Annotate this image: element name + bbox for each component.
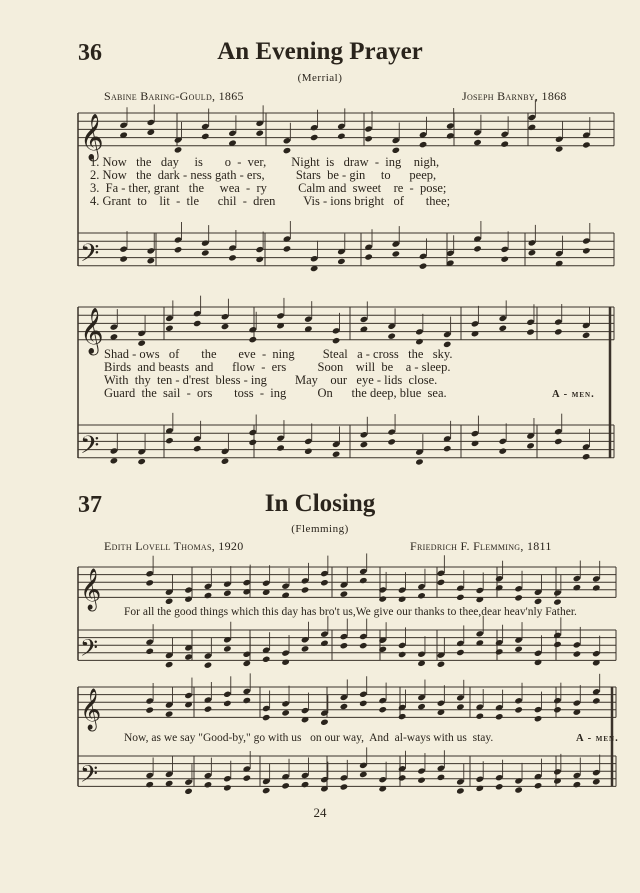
composer-credit: Friedrich F. Flemming, 1811: [410, 539, 552, 553]
amen-label: A - men.: [576, 733, 619, 744]
composer-credit: Joseph Barnby, 1868: [462, 89, 567, 103]
hymn-number: 36: [78, 40, 102, 66]
lyricist-credit: Edith Lovell Thomas, 1920: [104, 539, 244, 553]
tune-name: (Merrial): [297, 72, 343, 84]
hymn-title: In Closing: [264, 490, 376, 517]
svg-text:𝄢: 𝄢: [80, 431, 100, 466]
svg-text:𝄢: 𝄢: [80, 634, 99, 667]
lyric-line-1: For all the good things which this day has bro't us,We give our thanks to thee,dear heav'nly Father.: [124, 606, 577, 618]
svg-text:𝄞: 𝄞: [80, 114, 104, 160]
hymn-title: An Evening Prayer: [217, 38, 423, 65]
verse-2-line-1: 2. Now the dark - ness gath - ers, Stars be - gin to peep,: [90, 168, 437, 182]
verse-1-line-1: 1. Now the day is o - ver, Night is draw - ing nigh,: [90, 155, 440, 169]
svg-text:𝄢: 𝄢: [80, 239, 100, 274]
svg-text:𝄞: 𝄞: [80, 308, 104, 354]
tune-name: (Flemming): [291, 523, 349, 535]
verse-2-line-2: Birds and beasts and flow - ers Soon will be a - sleep.: [104, 360, 451, 374]
verse-3-line-2: With thy ten - d'rest bless - ing May our eye - lids close.: [104, 373, 438, 387]
hymn-number: 37: [78, 492, 102, 518]
verse-4-line-1: 4. Grant to lit - tle chil - dren Vis - ions bright of thee;: [90, 194, 451, 208]
verse-4-line-2: Guard the sail - ors toss - ing On the deep, blue sea.: [104, 386, 447, 400]
svg-text:𝄞: 𝄞: [80, 569, 102, 610]
verse-1-line-2: Shad - ows of the eve - ning Steal a - cross the sky.: [104, 347, 453, 361]
lyric-line-2: Now, as we say "Good-by," go with us on our way, And al-ways with us stay.: [124, 732, 494, 744]
page-number: 24: [313, 805, 327, 820]
amen-label: A - men.: [552, 389, 595, 400]
svg-text:𝄞: 𝄞: [80, 689, 102, 730]
svg-text:𝄢: 𝄢: [80, 760, 99, 793]
lyricist-credit: Sabine Baring-Gould, 1865: [104, 89, 244, 103]
verse-3-line-1: 3. Fa - ther, grant the wea - ry Calm and sweet re - pose;: [90, 181, 447, 195]
